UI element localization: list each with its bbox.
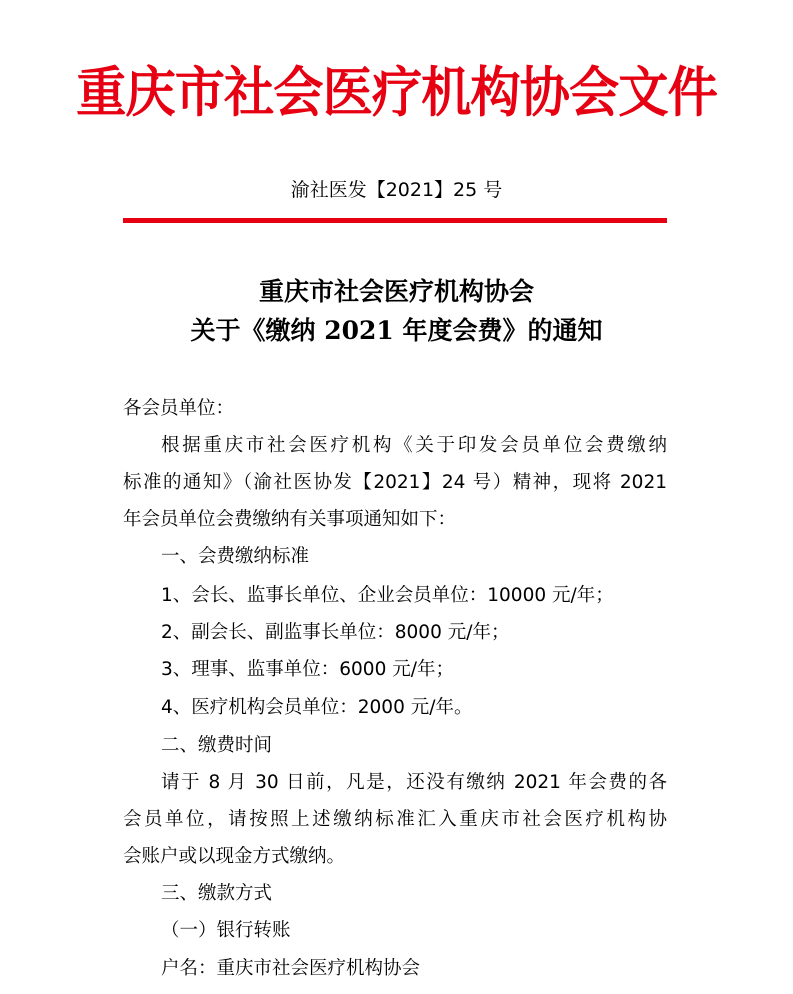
fee-item: 2、副会长、副监事长单位：8000 元/年； (161, 622, 510, 643)
time-line-3: 会账户或以现金方式缴纳。 (123, 846, 346, 867)
section-3-heading: 三、缴款方式 (161, 883, 273, 904)
fee-item: 3、理事、监事单位：6000 元/年； (161, 659, 454, 680)
document-number: 渝社医发【2021】25 号 (290, 179, 503, 201)
notice-title-line2: 关于《缴纳 2021 年度会费》的通知 (190, 316, 603, 345)
document-header-title: 重庆市社会医疗机构协会文件 (76, 61, 717, 124)
notice-title-line1: 重庆市社会医疗机构协会 (258, 277, 534, 306)
intro-line-2: 标准的通知》（渝社医协发【2021】24 号）精神，现将 2021 (123, 472, 667, 493)
time-line-2: 会员单位，请按照上述缴纳标准汇入重庆市社会医疗机构协 (123, 809, 667, 830)
section-2-heading: 二、缴费时间 (161, 735, 273, 756)
fee-item: 1、会长、监事长单位、企业会员单位：10000 元/年； (161, 585, 614, 606)
time-line-1: 请于 8 月 30 日前，凡是，还没有缴纳 2021 年会费的各 (161, 772, 667, 793)
subsection-1-heading: （一）银行转账 (161, 920, 291, 941)
section-1-heading: 一、会费缴纳标准 (161, 546, 310, 567)
intro-line-3: 年会员单位会费缴纳有关事项通知如下： (123, 509, 457, 530)
header-divider (123, 218, 667, 223)
account-name-line: 户名：重庆市社会医疗机构协会 (161, 958, 421, 979)
intro-line-1: 根据重庆市社会医疗机构《关于印发会员单位会费缴纳 (161, 435, 667, 456)
salutation: 各会员单位： (123, 398, 235, 419)
fee-item: 4、医疗机构会员单位：2000 元/年。 (161, 697, 473, 718)
